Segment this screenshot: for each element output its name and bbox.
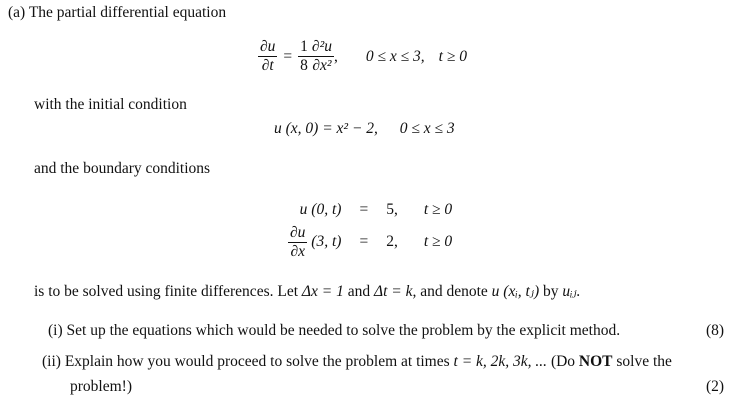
- pde-lhs-fraction: [258, 38, 277, 75]
- bc2-fraction: [288, 224, 307, 261]
- intro-line: [8, 4, 226, 22]
- statement-uij: uᵢⱼ.: [562, 283, 581, 300]
- bc2-value: 2,: [386, 233, 398, 250]
- question-i-label: (i): [48, 322, 63, 339]
- pde-domain-t: t ≥ 0: [438, 47, 467, 65]
- bc2-domain: t ≥ 0: [423, 233, 453, 250]
- question-ii-text2: (Do: [550, 353, 576, 370]
- question-ii-line2: problem!): [70, 378, 132, 395]
- boundary-row-2: [282, 222, 458, 262]
- pde-comma: ,: [333, 47, 338, 65]
- statement-text1: is to be solved using finite differences. Let: [34, 283, 299, 300]
- question-ii-not: NOT: [578, 353, 613, 370]
- pde-coef-num: 1: [300, 38, 308, 55]
- initial-label: with the initial condition: [34, 96, 187, 113]
- boundary-system: [282, 198, 458, 262]
- question-ii-marks: (2): [706, 378, 725, 395]
- question-i-text: Set up the equations which would be needed to solve the problem by the explicit method.: [66, 322, 621, 339]
- pde-lhs-num: ∂u: [260, 38, 276, 55]
- pde-coef-den: 8: [300, 57, 308, 74]
- part-label: (a): [8, 4, 26, 21]
- pde-domain-x: 0 ≤ x ≤ 3,: [365, 47, 425, 65]
- bc1-value: 5,: [386, 201, 398, 218]
- bc1-equals: =: [359, 201, 369, 218]
- statement-dt: Δt = k,: [373, 283, 417, 300]
- pde-rhs-den: ∂x²: [310, 56, 334, 75]
- question-ii-label: (ii): [42, 353, 61, 370]
- question-i-marks: (8): [706, 322, 725, 339]
- statement-text2: and denote: [420, 283, 488, 300]
- pde-coef-fraction: [298, 38, 310, 75]
- bc2-num: ∂u: [290, 223, 306, 241]
- bc2-den: ∂x: [288, 242, 307, 261]
- question-ii: [42, 353, 672, 371]
- pde-equals: =: [283, 47, 293, 65]
- question-ii-text3: solve the: [616, 353, 672, 370]
- pde-lhs-den: ∂t: [258, 56, 277, 75]
- intro-text: The partial differential equation: [28, 4, 227, 21]
- pde-equation: [258, 38, 467, 75]
- statement-by: by: [542, 283, 559, 300]
- boundary-row-1: [282, 198, 458, 222]
- statement-line: [34, 282, 581, 301]
- statement-and: and: [347, 283, 371, 300]
- pde-rhs-num: ∂²u: [311, 38, 332, 55]
- question-ii-times: t = k, 2k, 3k, ...: [453, 353, 548, 370]
- initial-condition: [274, 120, 455, 138]
- pde-rhs-fraction: [310, 38, 334, 75]
- question-ii-text1: Explain how you would proceed to solve the problem at times: [64, 353, 450, 370]
- initial-lhs: u (x, 0) = x² − 2,: [274, 120, 378, 137]
- question-i: [48, 322, 620, 340]
- bc2-arg: (3, t): [311, 232, 342, 250]
- bc2-lhs: [282, 222, 347, 262]
- bc1-lhs: u (0, t): [299, 201, 342, 218]
- boundary-label: and the boundary conditions: [34, 160, 211, 177]
- statement-dx: Δx = 1: [301, 283, 344, 300]
- statement-u-expr: u (xᵢ, tⱼ): [491, 283, 540, 300]
- bc1-domain: t ≥ 0: [423, 201, 453, 218]
- bc2-equals: =: [359, 233, 369, 250]
- initial-domain: 0 ≤ x ≤ 3: [399, 120, 455, 137]
